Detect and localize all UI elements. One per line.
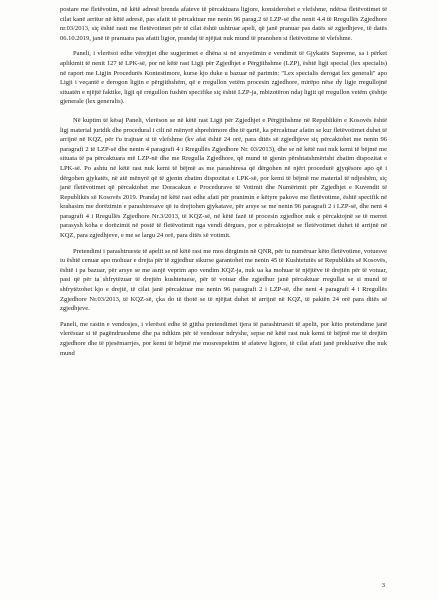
paragraph-5: Paneli, me rastin e vendosjes, i vlerësoi edhe të gjitha pretendimet tjera të parashtruesit të apelit, por këto pretendime janë vlerësuar si të pagëndrueshme dhe pa ndikim për të vendosur ndryshe, sepse në këtë rast nuk kemi të bëjmë me të drejtën zgjedhore dhe të pjesëmarrjes, por kemi të bëjmë me mosrespektim të afateve ligjore, të cilat afati janë prekluzive dhe nuk mund [60,320,387,357]
paragraph-3: Në kuptim të kësaj Paneli, vlerëson se në këtë rast Ligji për Zgjedhjet e Përgjithshme në Republikën e Kosovës është ligj material juridik dhe procedural i cili në mënyrë shprehimore dhe të qartë, ka përcaktuar afatin se kur fletëvotimet duhet të arrijnë në KQZ, për t'u trajtuar si të vlefshme (kv afat është 24 orë, para ditës së zgjedhjeve siç përcaktohet me nenin 96 paragrafi 2 të LZP-së dhe nenin 4 paragrafi 4 i Rregullës Zgjedhore Nr. 03/2013), dhe se në këtë rast nuk kemi të bëjmë me situata të pa përcaktuara më LZP-në dhe me Rregulla Zgjedhore, që mund të gjenin përshtatshmërisht zbatim dispozitat e LPK-së. Po ashtu në këtë rast nuk kemi të bëjmë as me parashtresa që dërgohen në njëri procedurë gjyqësore apo që i dërgohen gjykatës, në atë mënyrë që të gjenin zbatim dispozitat e LPK-së, por kemi të bëjmë me material të ndjeshëm, siç janë fletëvotimet që përcaktohet me Doracakun e Procedurave të Votimit dhe Numërimit për Zgjedhjet e Kuvendit të Republikës së Kosovës 2019. Prandaj në këtë rast edhe afati për pranimin e këtyre pakove me fletëvotime, është specifik në krahasim me dorëzimin e parashtresave që iu drejtohen gjykatave, për arsye se me nenin 96 paragrafi 2 i LZP-së, dhe neni 4 paragrafi 4 i Rregullës Zgjedhore Nr.3/2013, të KQZ-së, në këtë fazë të procesin zgjedhor nuk e përcaktojnë se të merret parasysh koha e dorëzimit në postë të fletëvotimit nga vendi dërgues, por e përcaktojnë se fletëvotimet duhet të arrijnë në KQZ, para zgjedhjeve, e me se largu 24 orë, para ditës së votimit. [60,116,387,240]
paragraph-2: Paneli, i vlerësoi edhe vërejtjet dhe sugjerimet e dhëna si në arsyetimin e vendimit të Gjykatës Supreme, sa i përket aplikimit të nenit 127 të LPK-së, por në këtë rast Ligji për Zgjedhjet e Përgjithshme (LZP), është ligji special (lex specialis) në raport me Ligjin Procedurës Kontestimore, kurse kjo duke u bazuar në parimin: "Lex specialis derogat lex generali" apo Ligji i veçantë e derogon ligjin e përgjithshëm, që e rregullon vetëm procesin zgjedhore, mirëpo nëse dy ligje rregullojnë situatën e njëjtë faktike, ligji që rregullon fushën specifike siç është LZP-ja, mbizotëron ndaj ligjit që rregullon vetëm çështje gjenerale (lex generalis). [60,50,387,106]
paragraph-1: postare me fletëvotim, në këtë adresë brenda afateve të përcaktuara ligjore, konsiderohet e vlefshme, ndërsa fletëvotimet të cilat kanë arritur në këtë adresë, pas afatit të përcaktuar me nenin 96 parag.2 të LZP-së dhe nenit 4.4 të Rregullës Zgjedhore nr.03/2013, siç është rasti me fletëvotimet për të cilat është ushtruar apeli, që janë pranuar pas datës së zgjedhjeve, të datës 06.10.2019, janë të pranuara pas afatit ligjor, prandaj të njëjtat nuk mund të pranohen si fletëvotime të vlefshme. [60,6,387,42]
page-number: 3 [381,582,385,590]
paragraph-4: Pretendimi i parashtrueste të apelit se në këtë rast me mos dërgimin në QNR, për tu numëruar këto fletëvotime, votuesve iu është cenuar apo mohuar e drejta për të zgjedhur sikurse garantohet me nenin 45 të Kushtetutës së Republikës së Kosovës, është i pa bazuar, për arsye se me asnjë veprim apo vendim KQZ-ja, nuk ua ka mohuar të njëjtëve të drejtën për të votuar, pasi që për ta shfrytëzuar të drejtën kushtetuese, për të votuar dhe zgjedhur janë përcaktuar rregullat se si mund të shfrytëzohet kjo e drejtë, të cilat janë përcaktuar me nenin 96 paragrafi 2 i LZP-së, dhe neni 4 paragrafi 4 i Rregullës Zgjedhore Nr.03/2013, të KQZ-së, çka do të thotë se të njëjtat duhet të arrijnë në KQZ, të paktën 24 orë para ditës së zgjedhjeve. [60,247,387,313]
